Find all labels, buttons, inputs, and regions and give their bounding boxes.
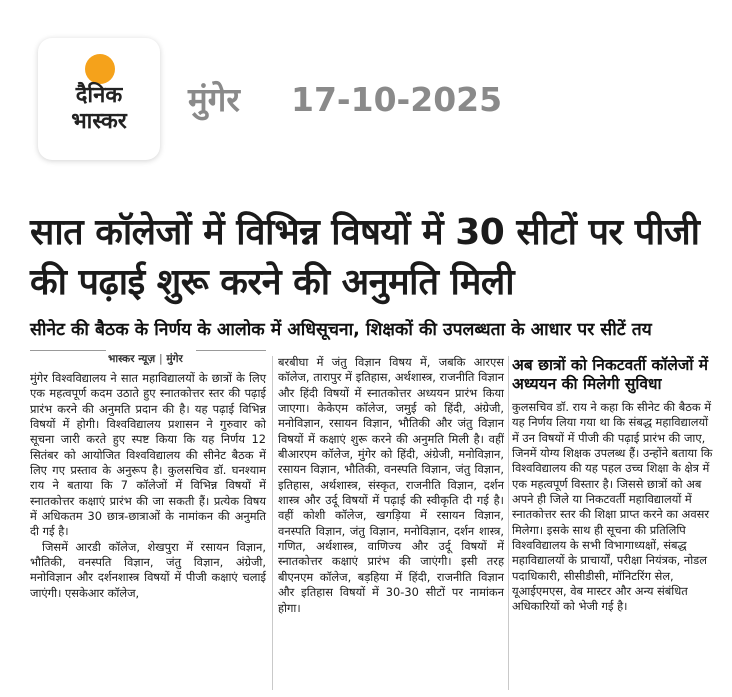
byline-place: मुंगेर: [166, 353, 183, 365]
logo-text-line1: दैनिक: [75, 83, 123, 108]
column3-paragraph: कुलसचिव डॉ. राय ने कहा कि सीनेट की बैठक में यह निर्णय लिया गया था कि संबद्ध महाविद्यालयों में उन विषयों में पीजी की पढ़ाई प्रारंभ की जाए, जिनमें योग्य शिक्षक उपलब्ध हैं। उन्होंने बताया कि विश्वविद्यालय की यह पहल उच्च शिक्षा के क्षेत्र में एक महत्वपूर्ण विस्तार है। जिससे छात्रों को अब अपने ही जिले या निकटवर्ती महाविद्यालयों में स्नातकोत्तर स्तर की शिक्षा प्राप्त करने का अवसर मिलेगा। इसके साथ ही सूचना की प्रतिलिपि विश्वविद्यालय के सभी विभागाध्यक्षों, संबद्ध महाविद्यालयों के प्राचार्यों, परीक्षा नियंत्रक, नोडल पदाधिकारी, सीसीडीसी, मॉनिटरिंग सेल, यूआईएमएस, वेब मास्टर और अन्य संबंधित अधिकारियों को भेजी गई है।: [512, 400, 713, 614]
edition-city: मुंगेर: [188, 80, 240, 119]
dainik-bhaskar-logo: [38, 38, 160, 160]
logo-text-line2: भास्कर: [71, 109, 127, 134]
byline-rule-left: [30, 350, 106, 351]
article-column-1: [30, 371, 266, 601]
page-header: [0, 0, 732, 190]
column2-paragraph: बरबीघा में जंतु विज्ञान विषय में, जबकि आरएस कॉलेज, तारापुर में इतिहास, अर्थशास्त्र, राजनीति विज्ञान और हिंदी विषयों में स्नातकोत्तर अध्ययन प्रारंभ किया जाएगा। केकेएम कॉलेज, जमुई को हिंदी, अंग्रेजी, मनोविज्ञान, रसायन विज्ञान, भौतिकी और जंतु विज्ञान विषयों में कक्षाएं शुरू करने की अनुमति मिली है। वहीं बीआरएम कॉलेज, मुंगेर को हिंदी, अंग्रेजी, मनोविज्ञान, रसायन विज्ञान, भौतिकी, वनस्पति विज्ञान, जंतु विज्ञान, इतिहास, अर्थशास्त्र, संस्कृत, राजनीति विज्ञान, दर्शन शास्त्र और उर्दू विषयों में पढ़ाई की स्वीकृति दी गई है। वहीं कोशी कॉलेज, खगड़िया में रसायन विज्ञान, वनस्पति विज्ञान, जंतु विज्ञान, मनोविज्ञान, दर्शन शास्त्र, गणित, अर्थशास्त्र, वाणिज्य और उर्दू विषयों में स्नातकोत्तर कक्षाएं प्रारंभ की जाएंगी। इसी तरह बीएनएम कॉलेज, बड़हिया में हिंदी, राजनीति विज्ञान और इतिहास विषयों में 30-30 सीटों पर नामांकन होगा।: [278, 355, 504, 615]
column-divider-2: [508, 356, 509, 690]
column1-paragraph-1: मुंगेर विश्वविद्यालय ने सात महाविद्यालयों के छात्रों के लिए एक महत्वपूर्ण कदम उठाते हुए स्नातकोत्तर स्तर की पढ़ाई प्रारंभ करने की अनुमति प्रदान की है। यह पढ़ाई विभिन्न विषयों में होगी। विश्वविद्यालय प्रशासन ने गुरुवार को सूचना जारी करते हुए स्पष्ट किया कि यह निर्णय 12 सितंबर को आयोजित विश्वविद्यालय की सीनेट बैठक में लिए गए प्रस्ताव के अनुरूप है। कुलसचिव डॉ. घनश्याम राय ने बताया कि 7 कॉलेजों में विभिन्न विषयों में स्नातकोत्तर कक्षाएं प्रारंभ की जा सकती हैं। प्रत्येक विषय में अधिकतम 30 छात्र-छात्राओं के नामांकन की अनुमति दी गई है।: [30, 371, 266, 539]
column3-heading: अब छात्रों को निकटवर्ती कॉलेजों में अध्ययन की मिलेगी सुविधा: [512, 356, 709, 393]
byline: [108, 352, 183, 366]
byline-separator: |: [158, 353, 163, 365]
sun-icon: [85, 54, 115, 84]
edition-date: 17-10-2025: [291, 80, 503, 119]
article-column-3: [512, 400, 718, 615]
column1-paragraph-2: जिसमें आरडी कॉलेज, शेखपुरा में रसायन विज्ञान, भौतिकी, वनस्पति विज्ञान, जंतु विज्ञान, अंग्रेजी, मनोविज्ञान और दर्शनशास्त्र विषयों में पीजी कक्षाएं चलाई जाएंगी। एसकेआर कॉलेज,: [30, 539, 266, 600]
byline-source: भास्कर न्यूज़: [108, 353, 156, 365]
byline-rule-right: [196, 350, 266, 351]
article-subheadline: सीनेट की बैठक के निर्णय के आलोक में अधिसूचना, शिक्षकों की उपलब्धता के आधार पर सीटें तय: [30, 320, 652, 340]
column-divider-1: [272, 356, 273, 690]
article-headline: सात कॉलेजों में विभिन्न विषयों में 30 सीटों पर पीजी की पढ़ाई शुरू करने की अनुमति मिली: [30, 212, 700, 303]
article-column-2: [278, 355, 504, 616]
